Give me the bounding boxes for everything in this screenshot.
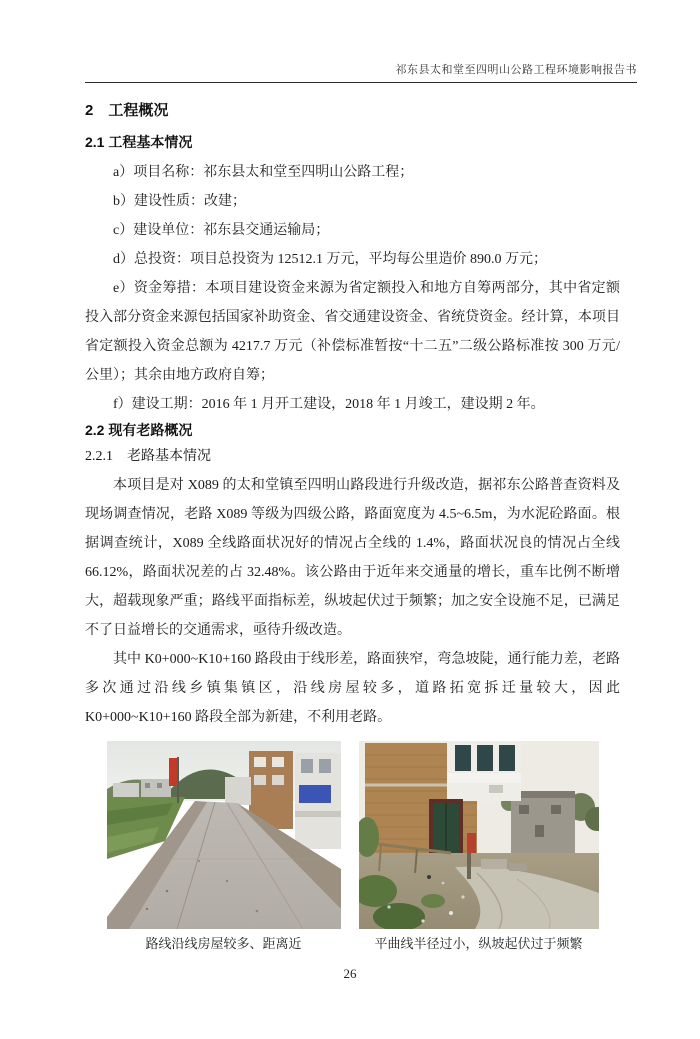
running-header (85, 61, 637, 83)
section-2-1-heading: 2.1 工程基本情况 (85, 134, 193, 150)
brick-house-road-photo (359, 741, 599, 929)
figure-left-caption: 路线沿线房屋较多、距离近 (145, 936, 302, 951)
section-2-2-heading: 2.2 现有老路概况 (85, 422, 193, 438)
village-road-photo (107, 741, 341, 929)
item-d: d）总投资：项目总投资为 12512.1 万元，平均每公里造价 890.0 万元； (113, 252, 547, 267)
page-number: 26 (343, 966, 357, 981)
item-c: c）建设单位：祁东县交通运输局； (113, 223, 330, 238)
paragraph-new-segment: 其中 K0+000~K10+160 路段由于线形差，路面狭窄，弯急坡陡，通行能力差，老路多次通过沿线乡镇集镇区，沿线房屋较多，道路拓宽拆迁量较大，因此 K0+000~K10+160 路段全部为新建，不利用老路。 (85, 652, 620, 725)
item-b: b）建设性质：改建； (113, 194, 246, 209)
figure-right-caption: 平曲线半径过小，纵坡起伏过于频繁 (374, 936, 583, 951)
section-2-2-1-heading: 2.2.1 老路基本情况 (85, 449, 211, 464)
page-content (85, 96, 620, 952)
figure-row (85, 741, 620, 952)
chapter-heading: 2 工程概况 (85, 102, 169, 119)
running-header-title: 祁东县太和堂至四明山公路工程环境影响报告书 (395, 64, 637, 76)
item-e: e）资金筹措：本项目建设资金来源为省定额投入和地方自筹两部分，其中省定额投入部分资金来源包括国家补助资金、省交通建设资金、省统贷资金。经计算，本项目省定额投入资金总额为 4217.7 万元（补偿标准暂按“十二五”二级公路标准按 300 万元/公里）；其余由地方政府自筹； (85, 281, 620, 383)
figure-right (359, 741, 599, 952)
paragraph-old-road: 本项目是对 X089 的太和堂镇至四明山路段进行升级改造，据祁东公路普查资料及现场调查情况，老路 X089 等级为四级公路，路面宽度为 4.5~6.5m，为水泥砼路面。根据调查统计，X089 全线路面状况好的情况占全线的 1.4%，路面状况良的情况占全线 66.12%，路面状况差的占 32.48%。该公路由于近年来交通量的增长，重车比例不断增大，超载现象严重；路线平面指标差，纵坡起伏过于频繁；加之安全设施不足，已满足不了日益增长的交通需求，亟待升级改造。 (85, 478, 620, 638)
figure-left (107, 741, 341, 952)
item-a: a）项目名称：祁东县太和堂至四明山公路工程； (113, 165, 414, 180)
item-f: f）建设工期：2016 年 1 月开工建设，2018 年 1 月竣工，建设期 2 年。 (113, 397, 545, 412)
